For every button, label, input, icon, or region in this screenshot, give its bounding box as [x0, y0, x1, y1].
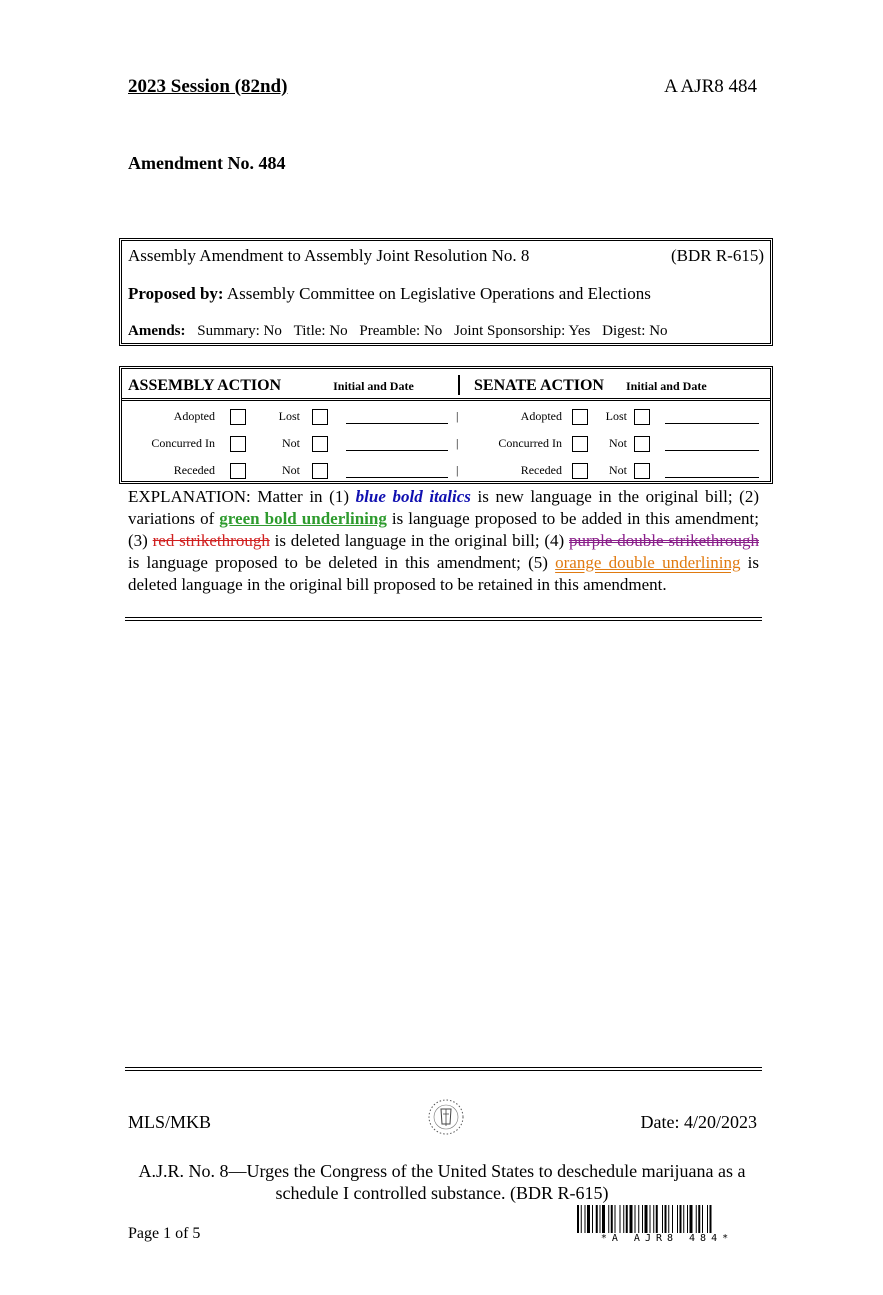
- assembly-initial-line[interactable]: [346, 423, 448, 424]
- amendment-date: Date: 4/20/2023: [640, 1112, 757, 1132]
- action-row-3: [122, 463, 770, 483]
- proposed-by-value: Assembly Committee on Legislative Operations and Elections: [226, 284, 651, 303]
- assembly-action-label: ASSEMBLY ACTION: [128, 377, 282, 394]
- amends-joint-sponsorship: Joint Sponsorship: Yes: [454, 323, 591, 339]
- explanation-paragraph: [128, 486, 759, 596]
- assembly-lost-checkbox[interactable]: [312, 409, 328, 425]
- amends-preamble: Preamble: No: [359, 323, 443, 339]
- senate-adopted-label: Adopted: [520, 409, 562, 423]
- action-row-1: [122, 409, 770, 429]
- barcode-text: *A AJR8 484*: [600, 1233, 734, 1244]
- explanation-text: is language proposed to be added in this amendment; (3): [128, 509, 759, 550]
- legend-green-underlining: green bold underlining: [219, 509, 387, 528]
- explanation-rule: [125, 617, 762, 621]
- assembly-adopted-label: Adopted: [173, 409, 215, 423]
- senate-not-receded-label: Not: [609, 463, 627, 477]
- amends-summary: Summary: No: [197, 323, 282, 339]
- senate-receded-label: Receded: [520, 463, 562, 477]
- explanation-text: is deleted language in the original bill proposed to be retained in this amendment.: [128, 553, 760, 594]
- explanation-text: is new language in the original bill; (2) variations of: [128, 487, 759, 528]
- bill-title: A.J.R. No. 8—Urges the Congress of the United States to deschedule marijuana as a schedule I controlled substance. (BDR R-615): [138, 1161, 746, 1203]
- senate-lost-checkbox[interactable]: [634, 409, 650, 425]
- legend-red-strikethrough: red strikethrough: [152, 531, 270, 550]
- senate-not-concurred-checkbox[interactable]: [634, 436, 650, 452]
- assembly-initial-line[interactable]: [346, 477, 448, 478]
- header-divider: [458, 375, 460, 395]
- senate-action-label: SENATE ACTION: [474, 377, 604, 394]
- drafter-initials: MLS/MKB: [128, 1112, 212, 1132]
- amendment-summary-box: [119, 238, 773, 346]
- bill-id: A AJR8 484: [664, 76, 757, 97]
- amendment-title-row: [128, 246, 764, 266]
- header-rule: [122, 398, 770, 401]
- senate-action-header: [474, 377, 707, 395]
- action-row-2: [122, 436, 770, 456]
- senate-lost-label: Lost: [605, 409, 627, 423]
- assembly-receded-label: Receded: [173, 463, 215, 477]
- assembly-not-concurred-label: Not: [282, 436, 300, 450]
- action-box: [119, 366, 773, 484]
- assembly-concurred-checkbox[interactable]: [230, 436, 246, 452]
- legend-orange-double-underlining: orange double underlining: [555, 553, 741, 572]
- explanation-text: EXPLANATION: Matter in (1): [128, 487, 356, 506]
- assembly-receded-checkbox[interactable]: [230, 463, 246, 479]
- senate-not-concurred-label: Not: [609, 436, 627, 450]
- senate-concurred-label: Concurred In: [498, 436, 562, 450]
- explanation-text: is language proposed to be deleted in this amendment; (5): [128, 553, 556, 572]
- assembly-lost-label: Lost: [278, 409, 300, 423]
- senate-receded-checkbox[interactable]: [572, 463, 588, 479]
- senate-initial-line[interactable]: [665, 450, 759, 451]
- bdr-number: (BDR R-615): [670, 246, 764, 265]
- senate-concurred-checkbox[interactable]: [572, 436, 588, 452]
- assembly-initial-line[interactable]: [346, 450, 448, 451]
- senate-initial-line[interactable]: [665, 477, 759, 478]
- proposed-by-label: Proposed by:: [128, 284, 224, 303]
- proposed-by-row: [128, 284, 764, 304]
- assembly-initial-date-label: Initial and Date: [333, 379, 414, 393]
- senate-adopted-checkbox[interactable]: [572, 409, 588, 425]
- amends-digest: Digest: No: [602, 323, 668, 339]
- legend-purple-double-strikethrough: purple double strikethrough: [569, 531, 759, 550]
- amendment-number: Amendment No. 484: [128, 153, 286, 173]
- explanation-text: is deleted language in the original bill; (4): [269, 531, 570, 550]
- barcode-icon: [577, 1205, 757, 1233]
- amends-title: Title: No: [293, 323, 348, 339]
- legend-blue-bold-italics: blue bold italics: [355, 487, 471, 506]
- assembly-not-receded-label: Not: [282, 463, 300, 477]
- footer-rule: [125, 1067, 762, 1071]
- senate-initial-line[interactable]: [665, 423, 759, 424]
- amends-label: Amends:: [128, 323, 186, 339]
- assembly-not-concurred-checkbox[interactable]: [312, 436, 328, 452]
- row-separator: |: [456, 463, 459, 477]
- amends-row: [128, 323, 764, 340]
- senate-initial-date-label: Initial and Date: [625, 379, 707, 393]
- assembly-adopted-checkbox[interactable]: [230, 409, 246, 425]
- assembly-concurred-label: Concurred In: [151, 436, 215, 450]
- session-heading: 2023 Session (82nd): [128, 76, 288, 97]
- row-separator: |: [456, 436, 459, 450]
- page-number: Page 1 of 5: [128, 1225, 201, 1242]
- assembly-action-header: [128, 377, 414, 395]
- seal-icon: [427, 1098, 465, 1136]
- assembly-not-receded-checkbox[interactable]: [312, 463, 328, 479]
- amendment-title: Assembly Amendment to Assembly Joint Resolution No. 8: [128, 246, 530, 265]
- senate-not-receded-checkbox[interactable]: [634, 463, 650, 479]
- row-separator: |: [456, 409, 459, 423]
